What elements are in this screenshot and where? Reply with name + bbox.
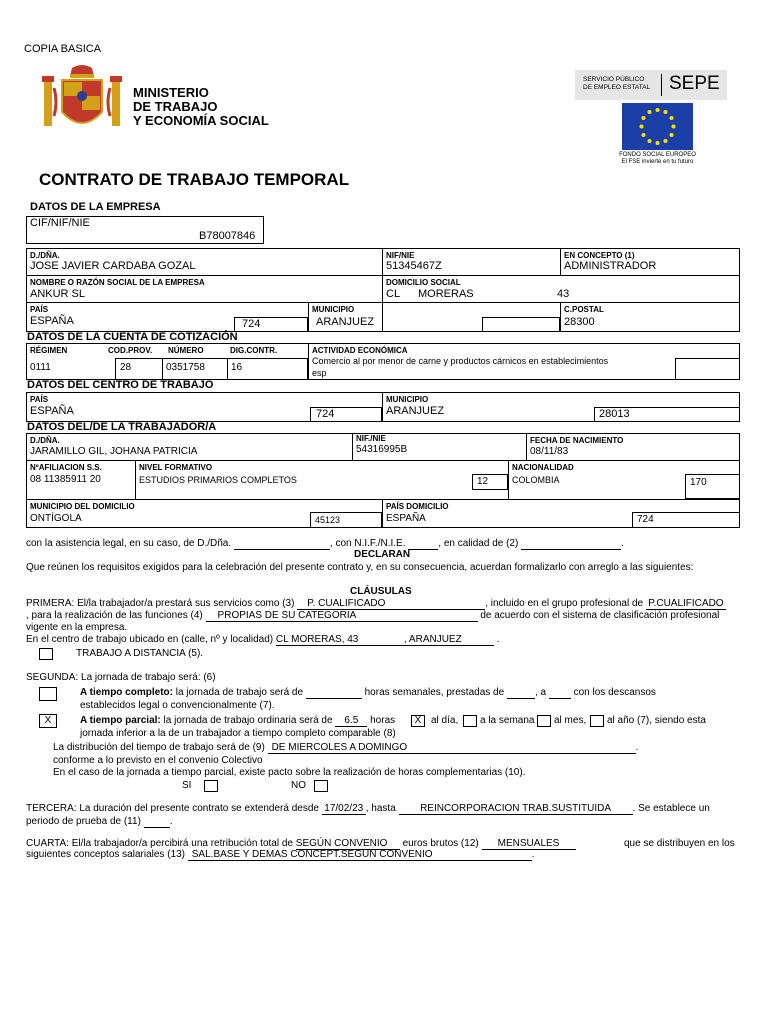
digcontr-value: 16 — [231, 362, 243, 373]
domicilio-num: 43 — [557, 288, 570, 300]
codprov-value: 28 — [120, 362, 132, 373]
declaran-heading: DECLARAN — [354, 549, 411, 560]
cif-value: B78007846 — [199, 230, 256, 242]
document-title: CONTRATO DE TRABAJO TEMPORAL — [39, 170, 350, 189]
digcontr-label: DIG.CONTR. — [230, 346, 278, 355]
empresa-concepto: ADMINISTRADOR — [564, 260, 657, 272]
parcial-mes-checkbox[interactable] — [537, 715, 551, 727]
empresa-pais-code: 724 — [242, 318, 261, 330]
trab-pais-label: PAÍS DOMICILIO — [386, 502, 449, 511]
centro-pais-label: PAÍS — [30, 395, 49, 404]
trab-municipio-label: MUNICIPIO DEL DOMICILIO — [30, 502, 135, 511]
clausula-primera: PRIMERA: El/la trabajador/a prestará sus servicios como (3) P. CUALIFICADO , incluido en el grupo profesional de P.CUALIFICADO — [26, 598, 726, 610]
trab-dna: JARAMILLO GIL, JOHANA PATRICIA — [30, 446, 198, 457]
concepto-label: EN CONCEPTO (1) — [564, 251, 635, 260]
fse-caption: FONDO SOCIAL EUROPEO El FSE invierte en tu futuro — [619, 152, 696, 165]
cif-label: CIF/NIF/NIE — [30, 217, 90, 229]
no-label: NO — [291, 780, 306, 791]
section-trabajador: DATOS DEL/DE LA TRABAJADOR/A — [27, 421, 217, 433]
actividad-label: ACTIVIDAD ECONÓMICA — [312, 346, 408, 355]
completo-line: A tiempo completo: la jornada de trabajo será de horas semanales, prestadas de , a con los descansos — [80, 687, 656, 698]
si-checkbox[interactable] — [204, 780, 218, 792]
section-centro: DATOS DEL CENTRO DE TRABAJO — [27, 379, 214, 391]
nivel-label: NIVEL FORMATIVO — [139, 463, 213, 472]
parcial-dia-checkbox[interactable]: X — [411, 715, 425, 727]
trab-municipio-code: 45123 — [315, 515, 341, 525]
trab-fecha-label: FECHA DE NACIMIENTO — [530, 436, 624, 445]
parcial-checkbox[interactable]: X — [39, 714, 57, 728]
afiliacion-label: NºAFILIACION S.S. — [30, 463, 102, 472]
parcial-anio-checkbox[interactable] — [590, 715, 604, 727]
asistencia-line: con la asistencia legal, en su caso, de D./Dña. , con N.I.F./N.I.E. , en calidad de (2) . — [26, 538, 624, 549]
numero-label: NÚMERO — [168, 346, 204, 355]
nif-label: NIF/NIE — [386, 251, 415, 260]
codprov-label: COD.PROV. — [108, 346, 153, 355]
empresa-pais: ESPAÑA — [30, 315, 74, 327]
reunen-text: Que reúnen los requisitos exigidos para la celebración del presente contrato y, en su consecuencia, acuerdan formalizarlo con arreglo a las siguientes: — [26, 562, 694, 573]
pais-label: PAÍS — [30, 305, 49, 314]
parcial-line: A tiempo parcial: la jornada de trabajo ordinaria será de 6.5 horas — [80, 715, 396, 726]
trab-nif: 54316995B — [356, 444, 408, 455]
actividad-value: Comercio al por menor de carne y productos cárnicos en establecimientos — [312, 356, 609, 366]
domicilio-tipo: CL — [386, 288, 401, 300]
distancia-checkbox[interactable] — [39, 648, 53, 660]
razon-label: NOMBRE O RAZÓN SOCIAL DE LA EMPRESA — [30, 278, 205, 287]
numero-value: 0351758 — [166, 362, 205, 373]
regimen-label: RÉGIMEN — [30, 346, 68, 355]
ministry-name: MINISTERIO DE TRABAJO Y ECONOMÍA SOCIAL — [133, 85, 269, 128]
municipio-label: MUNICIPIO — [312, 305, 355, 314]
coat-of-arms-logo — [42, 62, 122, 136]
domicilio-label: DOMICILIO SOCIAL — [386, 278, 461, 287]
no-checkbox[interactable] — [314, 780, 328, 792]
dna-label: D./DÑA. — [30, 251, 60, 260]
empresa-municipio: ARANJUEZ — [316, 316, 375, 328]
empresa-dna: JOSE JAVIER CARDABA GOZAL — [30, 260, 196, 272]
distribucion-line: La distribución del tiempo de trabajo será de (9) DE MIERCOLES A DOMINGO . — [53, 742, 639, 753]
trab-nif-label: NIF./NIE — [356, 434, 386, 443]
empresa-cpostal: 28300 — [564, 316, 595, 328]
centro-pais-code: 724 — [316, 408, 335, 420]
nacionalidad-code: 170 — [690, 477, 707, 488]
trab-pais: ESPAÑA — [386, 513, 426, 524]
empresa-nif: 51345467Z — [386, 260, 442, 272]
centro-line: En el centro de trabajo ubicado en (calle, nº y localidad) CL MORERAS, 43 , ARANJUEZ . — [26, 634, 500, 645]
clausula-tercera: TERCERA: La duración del presente contrato se extenderá desde 17/02/23 , hasta REINCORPORACION TRAB.SUSTITUIDA . Se establece un — [26, 803, 710, 814]
nivel-value: ESTUDIOS PRIMARIOS COMPLETOS — [139, 475, 297, 485]
centro-cp: 28013 — [599, 408, 630, 420]
empresa-razon: ANKUR SL — [30, 288, 86, 300]
nacionalidad-label: NACIONALIDAD — [512, 463, 574, 472]
clausula-cuarta: CUARTA: El/la trabajador/a percibirá una retribución total de SEGÚN CONVENIO euros brutos (12) MENSUALES — [26, 838, 576, 850]
nacionalidad-value: COLOMBIA — [512, 475, 560, 485]
trab-fecha: 08/11/83 — [530, 446, 569, 457]
regimen-value: 0111 — [30, 362, 51, 373]
trab-municipio: ONTÍGOLA — [30, 513, 82, 524]
section-cotizacion: DATOS DE LA CUENTA DE COTIZACIÓN — [27, 331, 238, 343]
si-label: SI — [182, 780, 192, 791]
trab-dna-label: D./DÑA. — [30, 436, 60, 445]
section-empresa: DATOS DE LA EMPRESA — [30, 201, 161, 213]
cpostal-label: C.POSTAL — [564, 305, 604, 314]
sepe-logo: SERVICIO PÚBLICO DE EMPLEO ESTATAL SEPE — [575, 70, 727, 100]
clausula-segunda: SEGUNDA: La jornada de trabajo será: (6) — [26, 672, 216, 683]
nivel-code: 12 — [477, 476, 489, 487]
centro-municipio: ARANJUEZ — [386, 405, 445, 417]
distancia-label: TRABAJO A DISTANCIA (5). — [76, 648, 204, 659]
completo-checkbox[interactable] — [39, 687, 57, 701]
centro-pais: ESPAÑA — [30, 405, 74, 417]
copia-basica: COPIA BASICA — [24, 43, 102, 55]
afiliacion-value: 08 11385911 20 — [30, 474, 101, 485]
eu-flag-icon — [622, 103, 693, 150]
actividad-value-2: esp — [312, 368, 327, 378]
parcial-semana-checkbox[interactable] — [463, 715, 477, 727]
clausulas-heading: CLÁUSULAS — [350, 586, 412, 597]
domicilio-calle: MORERAS — [418, 288, 474, 300]
centro-municipio-label: MUNICIPIO — [386, 395, 429, 404]
trab-pais-code: 724 — [637, 514, 654, 525]
